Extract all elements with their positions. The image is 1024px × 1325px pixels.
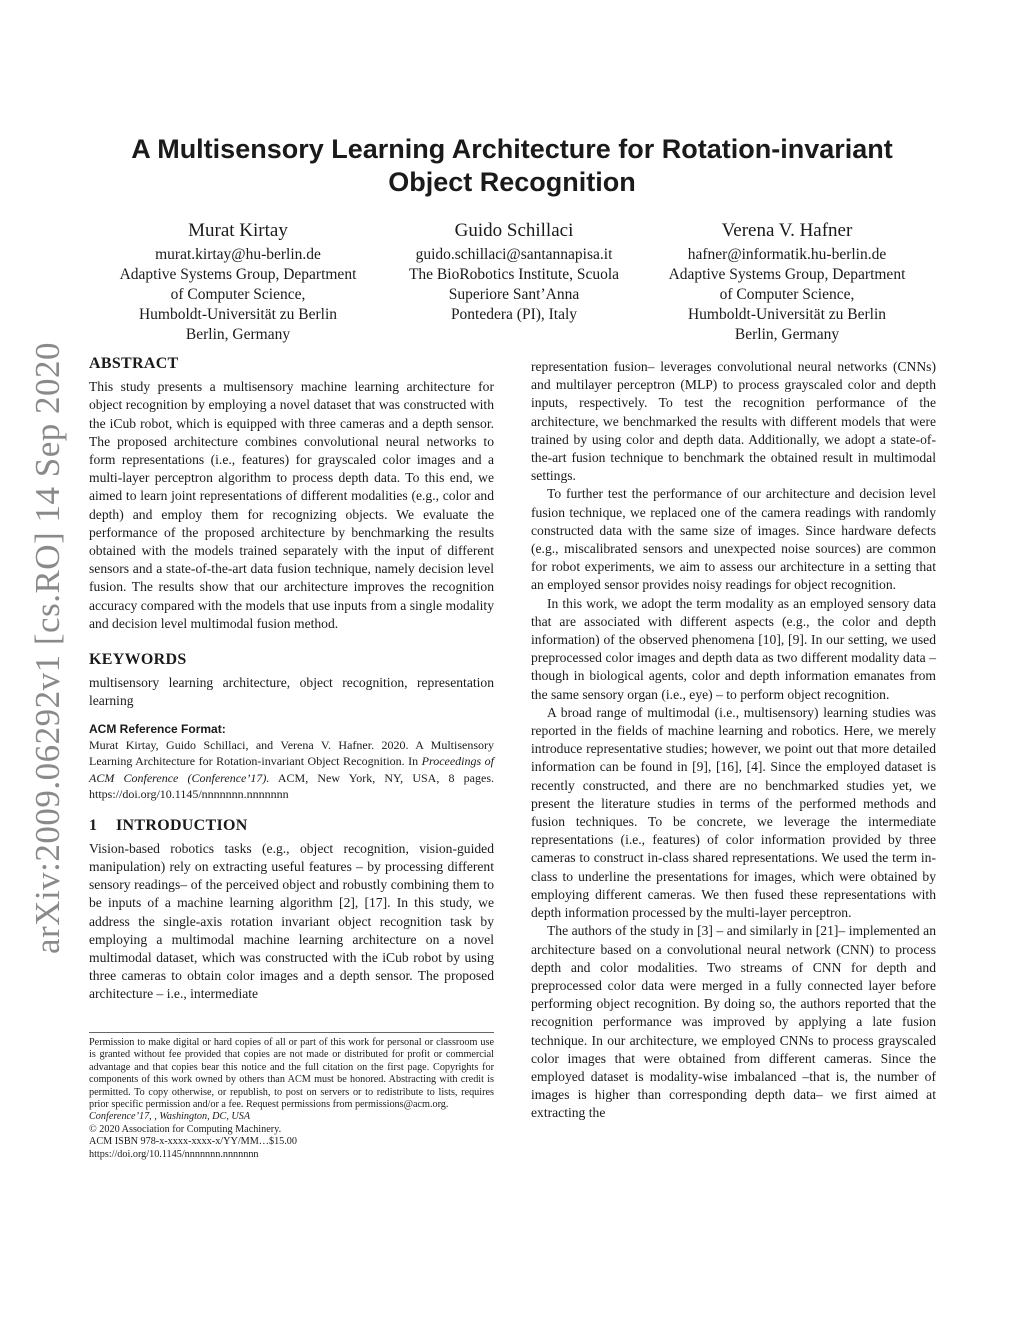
abstract-text: This study presents a multisensory machine learning architecture for object recognition by employing a novel dataset that was constructed with the iCub robot, which is equipped with three cameras and a depth sensor. The proposed architecture combines convolutional neural networks to form representations (i.e., features) for grayscaled color images and a multi-layer perceptron algorithm to process depth data. To this end, we aimed to learn joint representations of different modalities (e.g., color and depth) and employ them for recognizing objects. We evaluate the performance of the proposed architecture by benchmarking the results obtained with the models trained separately with the input of different sensors and a state-of-the-art data fusion technique, namely decision level fusion. The results show that our architecture improves the recognition accuracy compared with the models that use inputs from a single modality and decision level multimodal fusion method.	[89, 379, 494, 631]
section-title: INTRODUCTION	[116, 816, 248, 834]
author-block-3	[642, 219, 932, 345]
author-location: Berlin, Germany	[185, 326, 291, 343]
keywords-heading: KEYWORDS	[89, 651, 187, 669]
intro-paragraph-2: representation fusion– leverages convolutional neural networks (CNNs) and multilayer perceptron (MLP) to process grayscaled color and depth inputs, respectively. To test the recognition performance of the architecture, we benchmarked the results with different models that were trained by using color and depth data. Additionally, we adopt a state-of-the-art fusion technique to benchmark the obtained result in multimodal settings.	[531, 359, 936, 484]
author-email[interactable]: hafner@informatik.hu-berlin.de	[687, 246, 887, 263]
author-name: Murat Kirtay	[188, 220, 288, 241]
author-location: Berlin, Germany	[734, 326, 840, 343]
permission-notice: Permission to make digital or hard copies of all or part of this work for personal or classroom use is granted without fee provided that copies are not made or distributed for profit or commercial advantage and that copies bear this notice and the full citation on the first page. Copyrights for components of this work owned by others than ACM must be honored. Abstracting with credit is permitted. To copy otherwise, or republish, to post on servers or to redistribute to lists, requires prior specific permission and/or a fee. Request permissions from permissions@acm.org.	[89, 1037, 494, 1111]
acm-reference-part-1: Murat Kirtay, Guido Schillaci, and Verena V. Hafner. 2020. A Multisensory Learning Architecture for Rotation-invariant Object Recognition. In	[89, 737, 494, 769]
left-column	[89, 355, 494, 1004]
abstract-heading: ABSTRACT	[89, 355, 179, 372]
author-affiliation: Humboldt-Universität zu Berlin	[138, 306, 338, 323]
introduction-heading	[89, 817, 494, 835]
intro-paragraph-6: The authors of the study in [3] – and similarly in [21]– implemented an architecture based on a convolutional neural network (CNN) to process depth and color modalities. Two streams of CNN for depth and preprocessed color data were merged in a fully connected layer before performing object recognition. By doing so, the authors reported that the recognition performance was improved by applying a late fusion technique. In our architecture, we employed CNNs to process grayscaled color images that were obtained from different cameras. Since the employed dataset is modality-wise imbalanced –that is, the number of images is higher than corresponding depth data– we first aimed at extracting the	[531, 923, 936, 1121]
author-block-2	[369, 219, 659, 325]
arxiv-identifier-text[interactable]: arXiv:2009.06292v1 [cs.RO] 14 Sep 2020	[28, 341, 67, 955]
acm-reference-part-3: ACM, New York, NY, USA, 8 pages. https://doi.org/10.1145/nnnnnnn.nnnnnnn	[89, 770, 494, 802]
intro-paragraph-1: Vision-based robotics tasks (e.g., object recognition, vision-guided manipulation) rely on extracting useful features – by processing different sensory readings– of the perceived object and robustly combining them to be inputs of a machine learning algorithm [2], [17]. In this study, we address the single-axis rotation invariant object recognition task by employing a multimodal machine learning architecture on a novel multimodal dataset, which was constructed with the iCub robot by using three cameras to obtain color images and a depth sensor. The proposed architecture – i.e., intermediate	[89, 840, 494, 1002]
keywords-text: multisensory learning architecture, object recognition, representation learning	[89, 675, 494, 709]
doi-line[interactable]: https://doi.org/10.1145/nnnnnnn.nnnnnnn	[89, 1148, 259, 1160]
author-email[interactable]: guido.schillaci@santannapisa.it	[415, 246, 613, 263]
acm-reference-heading: ACM Reference Format:	[89, 721, 226, 736]
title-line-2: Object Recognition	[388, 167, 636, 197]
author-name: Verena V. Hafner	[721, 220, 853, 241]
author-affiliation: The BioRobotics Institute, Scuola	[408, 266, 620, 283]
right-column	[531, 358, 936, 1123]
intro-paragraph-4: In this work, we adopt the term modality as an employed sensory data that are associated with different aspects (e.g., the color and depth information) of the observed phenomena [10], [9]. In our setting, we used preprocessed color images and depth data as two different modality data – though in biological agents, color and depth information emanates from the same sensory organ (i.e., eye) – to perform object recognition.	[531, 595, 936, 702]
author-name: Guido Schillaci	[454, 220, 574, 241]
author-affiliation: of Computer Science,	[719, 286, 855, 303]
intro-paragraph-3: To further test the performance of our architecture and decision level fusion technique, we replaced one of the camera readings with randomly constructed data with the same size of images. Since hardware defects (e.g., miscalibrated sensors and unexpected noise sources) are common for robot experiments, we aim to assess our architecture in a setting that an employed sensor provides noisy readings for object recognition.	[531, 486, 936, 593]
copyright-line: © 2020 Association for Computing Machinery.	[89, 1123, 282, 1135]
author-affiliation: of Computer Science,	[170, 286, 306, 303]
author-affiliation: Superiore Sant’Anna	[448, 286, 580, 303]
footnote-block	[89, 1037, 494, 1161]
footnote-divider	[89, 1032, 494, 1033]
author-affiliation: Humboldt-Universität zu Berlin	[687, 306, 887, 323]
intro-paragraph-5: A broad range of multimodal (i.e., multisensory) learning studies was reported in the fields of machine learning and robotics. Here, we merely introduce representative studies; however, we point out that more detailed information can be found in [9], [16], [4]. Since the employed dataset is recently constructed, and there are no benchmarked studies yet, we present the literature studies in terms of the performed methods and fusion techniques. To be concrete, we leverage the intermediate representations (i.e., features) of color information provided by three cameras to construct in-class shared representations. We used the term in-class to underline the presentations for images, which were obtained by employing different cameras. We then fused these representations with depth information processed by the multi-layer perceptron.	[531, 704, 936, 921]
acm-reference-proceedings: Proceedings of ACM Conference (Conference’17).	[89, 754, 494, 785]
author-affiliation: Adaptive Systems Group, Department	[668, 266, 906, 283]
author-block-1	[93, 219, 383, 345]
author-email[interactable]: murat.kirtay@hu-berlin.de	[155, 246, 321, 263]
section-number: 1	[89, 816, 98, 834]
isbn-line: ACM ISBN 978-x-xxxx-xxxx-x/YY/MM…$15.00	[89, 1136, 297, 1148]
paper-title	[60, 133, 964, 199]
conference-line: Conference’17, , Washington, DC, USA	[89, 1111, 251, 1123]
acm-reference-text	[89, 737, 494, 803]
author-location: Pontedera (PI), Italy	[450, 306, 578, 323]
title-line-1: A Multisensory Learning Architecture for Rotation-invariant	[131, 134, 893, 164]
author-affiliation: Adaptive Systems Group, Department	[119, 266, 357, 283]
